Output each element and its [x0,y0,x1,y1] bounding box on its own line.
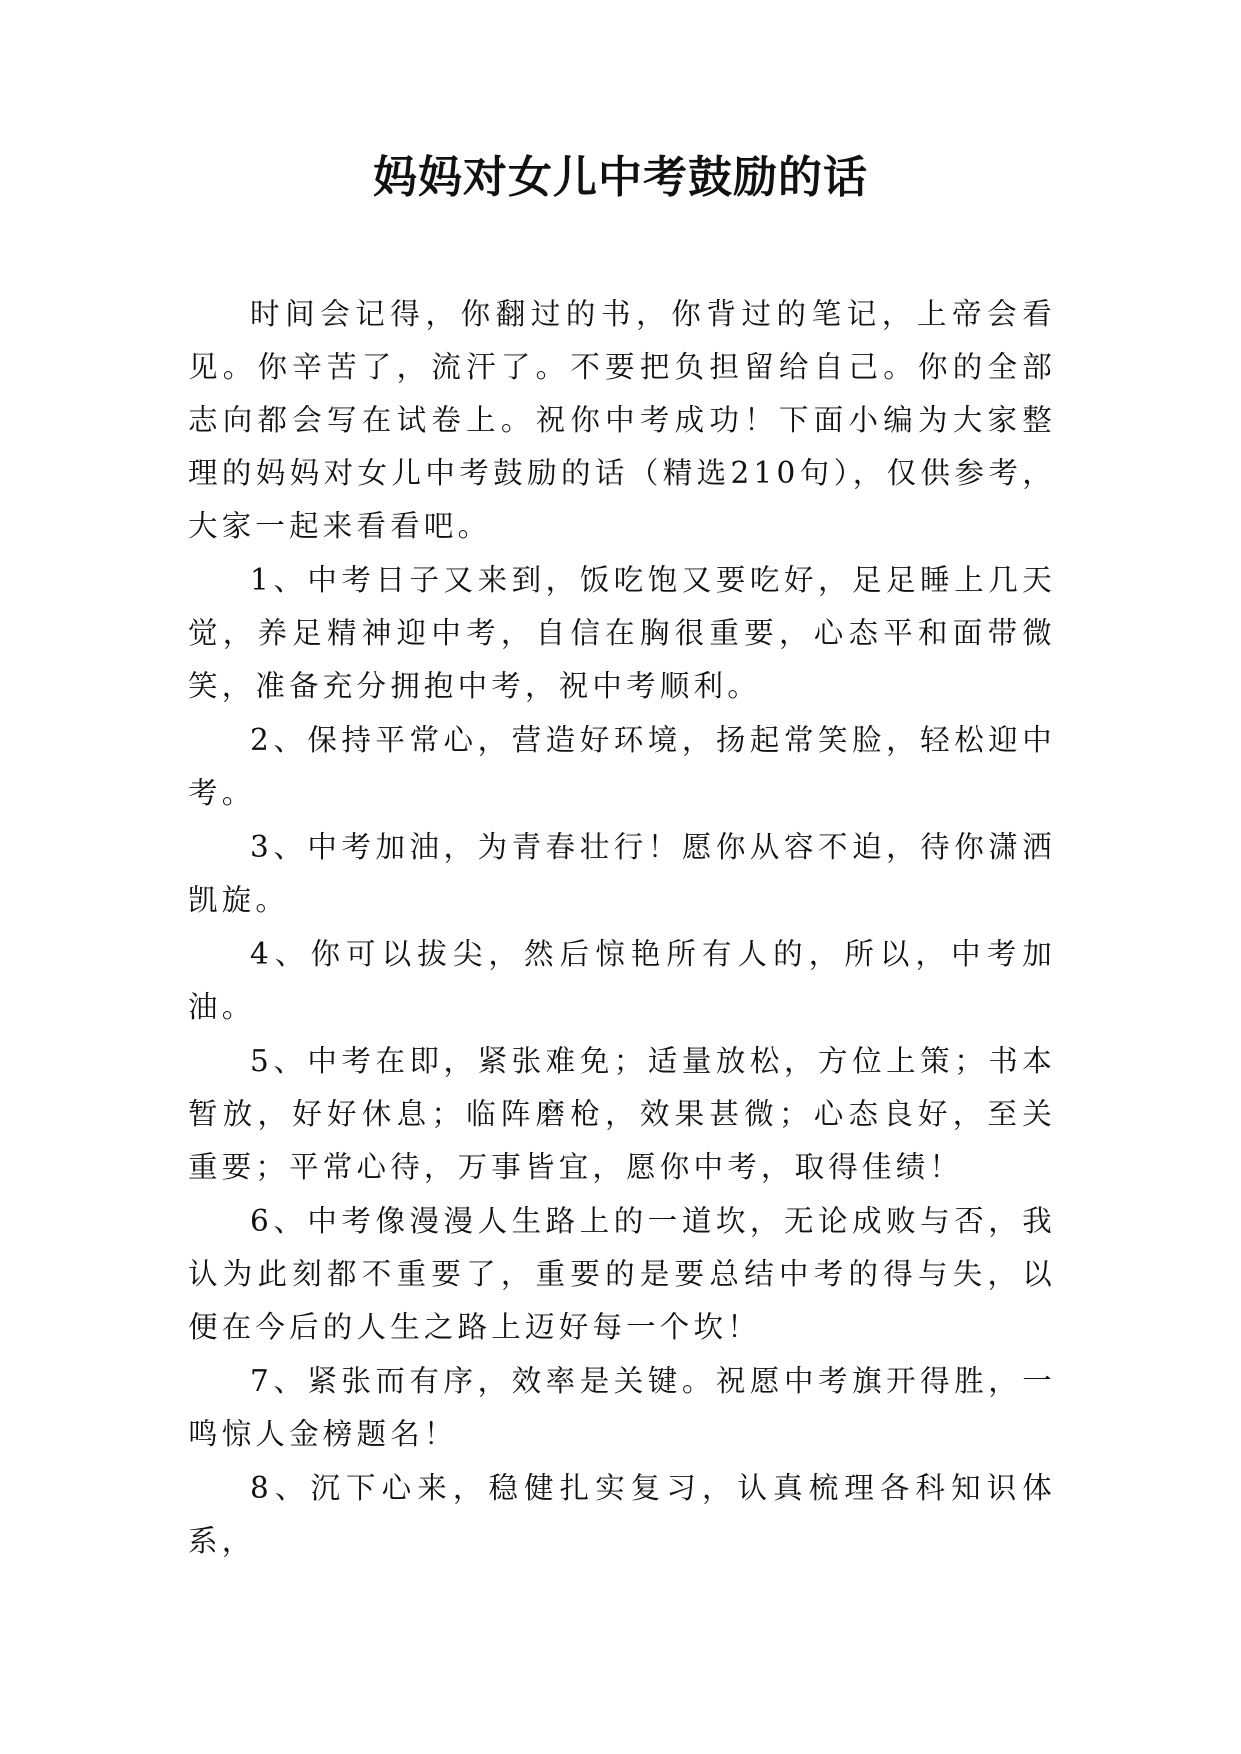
list-item-8: 8、沉下心来，稳健扎实复习，认真梳理各科知识体系， [188,1471,1056,1558]
document-title: 妈妈对女儿中考鼓励的话 [373,152,868,203]
document-body [188,288,1056,1569]
list-item-7: 7、紧张而有序，效率是关键。祝愿中考旗开得胜，一鸣惊人金榜题名！ [188,1364,1056,1451]
list-item-5: 5、中考在即，紧张难免；适量放松，方位上策；书本暂放，好好休息；临阵磨枪，效果甚微；心态良好，至关重要；平常心待，万事皆宜，愿你中考，取得佳绩！ [188,1044,1056,1184]
intro-paragraph: 时间会记得，你翻过的书，你背过的笔记，上帝会看见。你辛苦了，流汗了。不要把负担留给自己。你的全部志向都会写在试卷上。祝你中考成功！下面小编为大家整理的妈妈对女儿中考鼓励的话（精选210句），仅供参考，大家一起来看看吧。 [188,297,1056,543]
list-item-2: 2、保持平常心，营造好环境，扬起常笑脸，轻松迎中考。 [188,723,1056,810]
list-item-4: 4、你可以拔尖，然后惊艳所有人的，所以，中考加油。 [188,937,1056,1024]
list-item-3: 3、中考加油，为青春壮行！愿你从容不迫，待你潇洒凯旋。 [188,830,1056,917]
list-item-6: 6、中考像漫漫人生路上的一道坎，无论成败与否，我认为此刻都不重要了，重要的是要总结中考的得与失，以便在今后的人生之路上迈好每一个坎！ [188,1204,1056,1344]
list-item-1: 1、中考日子又来到，饭吃饱又要吃好，足足睡上几天觉，养足精神迎中考，自信在胸很重要，心态平和面带微笑，准备充分拥抱中考，祝中考顺利。 [188,563,1056,703]
